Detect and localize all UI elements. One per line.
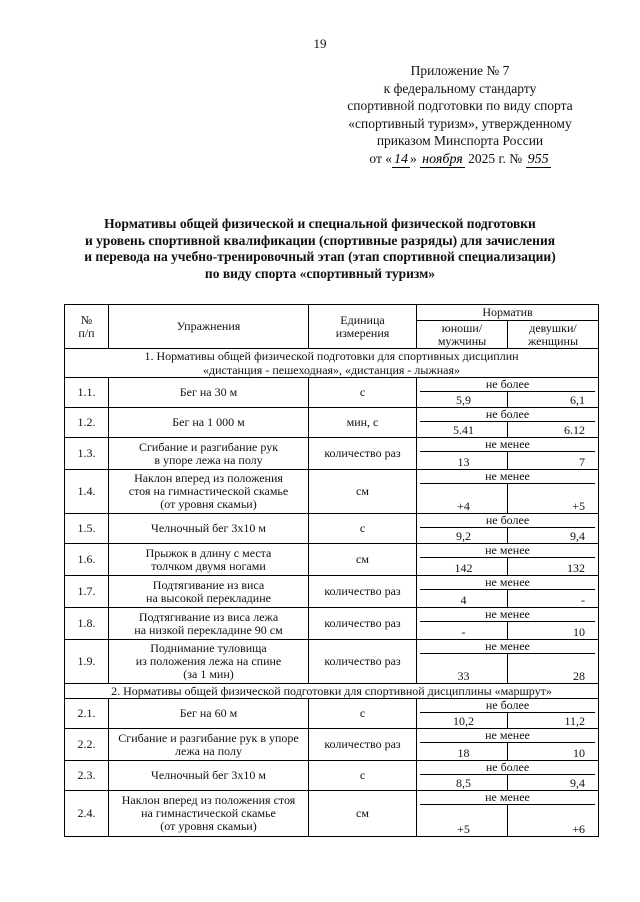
section-row bbox=[65, 349, 599, 378]
norm-cell bbox=[417, 640, 599, 684]
norm-cell bbox=[417, 576, 599, 608]
norm-female: 11,2 bbox=[508, 713, 596, 729]
document-title bbox=[0, 216, 640, 282]
row-number: 1.6. bbox=[65, 544, 109, 576]
exercise-name: Наклон вперед из положения стоя на гимнастической скамье (от уровня скамьи) bbox=[109, 470, 309, 514]
row-number: 1.8. bbox=[65, 608, 109, 640]
norm-cell bbox=[417, 544, 599, 576]
exercise-name: Сгибание и разгибание рук в упоре лежа на полу bbox=[109, 438, 309, 470]
unit: количество раз bbox=[309, 576, 417, 608]
date-month: ноября bbox=[422, 151, 463, 167]
norm-condition: не менее bbox=[485, 575, 530, 589]
row-number: 1.9. bbox=[65, 640, 109, 684]
order-number: 955 bbox=[527, 151, 549, 167]
unit: с bbox=[309, 761, 417, 791]
title-line-1: Нормативы общей физической и специальной физической подготовки bbox=[104, 216, 536, 231]
exercise-name: Бег на 60 м bbox=[109, 699, 309, 729]
header-norm: Норматив bbox=[417, 305, 599, 321]
norm-female: 9,4 bbox=[508, 528, 596, 544]
table-row bbox=[65, 576, 599, 608]
exercise-name: Бег на 1 000 м bbox=[109, 408, 309, 438]
row-number: 1.2. bbox=[65, 408, 109, 438]
norms-table bbox=[64, 304, 599, 837]
table-row bbox=[65, 640, 599, 684]
date-day: 14 bbox=[394, 151, 409, 167]
norm-cell bbox=[417, 791, 599, 837]
table-row bbox=[65, 544, 599, 576]
appendix-line-3: спортивной подготовки по виду спорта bbox=[347, 98, 573, 113]
header-unit: Единица измерения bbox=[309, 305, 417, 349]
title-line-2: и уровень спортивной квалификации (спортивные разряды) для зачисления bbox=[84, 232, 556, 248]
section-title: 2. Нормативы общей физической подготовки для спортивной дисциплины «маршрут» bbox=[65, 684, 599, 699]
unit: количество раз bbox=[309, 608, 417, 640]
norm-male: 8,5 bbox=[420, 775, 508, 791]
table-row bbox=[65, 791, 599, 837]
norm-condition: не менее bbox=[485, 469, 530, 483]
table-body bbox=[65, 349, 599, 837]
exercise-name: Челночный бег 3x10 м bbox=[109, 761, 309, 791]
table-row bbox=[65, 470, 599, 514]
table-row bbox=[65, 408, 599, 438]
norm-male: +4 bbox=[420, 484, 508, 514]
appendix-header bbox=[310, 62, 610, 168]
norm-male: - bbox=[420, 622, 508, 640]
norm-condition: не менее bbox=[485, 790, 530, 804]
exercise-name: Поднимание туловища из положения лежа на спине (за 1 мин) bbox=[109, 640, 309, 684]
appendix-line-5: приказом Минспорта России bbox=[376, 133, 544, 148]
header-female: девушки/ женщины bbox=[508, 321, 599, 349]
norm-cell bbox=[417, 514, 599, 544]
norm-condition: не менее bbox=[485, 437, 530, 451]
table-row bbox=[65, 514, 599, 544]
norm-condition: не менее bbox=[485, 543, 530, 557]
norm-condition: не менее bbox=[485, 639, 530, 653]
norm-male: 33 bbox=[420, 654, 508, 684]
norm-female: +5 bbox=[508, 484, 596, 514]
exercise-name: Сгибание и разгибание рук в упоре лежа на полу bbox=[109, 729, 309, 761]
norm-female: 10 bbox=[508, 622, 596, 640]
norm-male: 9,2 bbox=[420, 528, 508, 544]
appendix-line-2: к федеральному стандарту bbox=[383, 80, 537, 96]
norm-female: 7 bbox=[508, 452, 596, 470]
section-title: 1. Нормативы общей физической подготовки для спортивных дисциплин «дистанция - пешеходная», «дистанция - лыжная» bbox=[65, 349, 599, 378]
norm-female: 6,1 bbox=[508, 392, 596, 408]
norm-cell bbox=[417, 470, 599, 514]
table-row bbox=[65, 378, 599, 408]
norm-female: 10 bbox=[508, 743, 596, 761]
unit: мин, с bbox=[309, 408, 417, 438]
header-male: юноши/ мужчины bbox=[417, 321, 508, 349]
norm-cell bbox=[417, 438, 599, 470]
norm-condition: не более bbox=[485, 407, 530, 421]
date-mid: » bbox=[410, 150, 417, 166]
row-number: 2.2. bbox=[65, 729, 109, 761]
norm-male: 142 bbox=[420, 558, 508, 576]
norm-cell bbox=[417, 608, 599, 640]
unit: количество раз bbox=[309, 640, 417, 684]
row-number: 1.3. bbox=[65, 438, 109, 470]
exercise-name: Бег на 30 м bbox=[109, 378, 309, 408]
row-number: 2.3. bbox=[65, 761, 109, 791]
row-number: 2.4. bbox=[65, 791, 109, 837]
page-number: 19 bbox=[313, 36, 327, 51]
norm-male: 18 bbox=[420, 743, 508, 761]
norm-cell bbox=[417, 761, 599, 791]
unit: количество раз bbox=[309, 729, 417, 761]
appendix-date-line bbox=[310, 150, 610, 168]
norm-cell bbox=[417, 408, 599, 438]
table-row bbox=[65, 608, 599, 640]
norm-condition: не менее bbox=[485, 728, 530, 742]
table-row bbox=[65, 699, 599, 729]
norm-female: 6.12 bbox=[508, 422, 596, 438]
unit: см bbox=[309, 544, 417, 576]
date-prefix: от « bbox=[369, 150, 393, 166]
row-number: 1.1. bbox=[65, 378, 109, 408]
row-number: 1.4. bbox=[65, 470, 109, 514]
exercise-name: Челночный бег 3x10 м bbox=[109, 514, 309, 544]
section-row bbox=[65, 684, 599, 699]
unit: см bbox=[309, 470, 417, 514]
norm-female: 9,4 bbox=[508, 775, 596, 791]
row-number: 1.7. bbox=[65, 576, 109, 608]
unit: с bbox=[309, 699, 417, 729]
norm-female: - bbox=[508, 590, 596, 608]
unit: с bbox=[309, 378, 417, 408]
norm-condition: не менее bbox=[485, 607, 530, 621]
norm-male: +5 bbox=[420, 805, 508, 837]
norm-male: 5.41 bbox=[420, 422, 508, 438]
unit: см bbox=[309, 791, 417, 837]
unit: количество раз bbox=[309, 438, 417, 470]
exercise-name: Прыжок в длину с места толчком двумя ногами bbox=[109, 544, 309, 576]
norm-female: +6 bbox=[508, 805, 596, 837]
table-row bbox=[65, 761, 599, 791]
title-line-4: по виду спорта «спортивный туризм» bbox=[204, 265, 436, 281]
header-exercise: Упражнения bbox=[109, 305, 309, 349]
exercise-name: Наклон вперед из положения стоя на гимнастической скамье (от уровня скамьи) bbox=[109, 791, 309, 837]
title-line-3: и перевода на учебно-тренировочный этап (этап спортивной специализации) bbox=[84, 249, 556, 264]
norm-condition: не более bbox=[485, 698, 530, 712]
appendix-line-1: Приложение № 7 bbox=[410, 63, 510, 78]
table-row bbox=[65, 438, 599, 470]
norm-condition: не более bbox=[485, 760, 530, 774]
norm-male: 13 bbox=[420, 452, 508, 470]
table-row bbox=[65, 729, 599, 761]
norm-condition: не более bbox=[485, 377, 530, 391]
norm-cell bbox=[417, 378, 599, 408]
norm-female: 28 bbox=[508, 654, 596, 684]
date-year: 2025 г. № bbox=[468, 150, 523, 166]
appendix-line-4: «спортивный туризм», утвержденному bbox=[348, 115, 572, 131]
norm-cell bbox=[417, 699, 599, 729]
norm-male: 10,2 bbox=[420, 713, 508, 729]
norm-male: 4 bbox=[420, 590, 508, 608]
norm-male: 5,9 bbox=[420, 392, 508, 408]
header-num: № п/п bbox=[65, 305, 109, 349]
norm-cell bbox=[417, 729, 599, 761]
exercise-name: Подтягивание из виса на высокой перекладине bbox=[109, 576, 309, 608]
row-number: 2.1. bbox=[65, 699, 109, 729]
norm-condition: не более bbox=[485, 513, 530, 527]
exercise-name: Подтягивание из виса лежа на низкой перекладине 90 см bbox=[109, 608, 309, 640]
row-number: 1.5. bbox=[65, 514, 109, 544]
norm-female: 132 bbox=[508, 558, 596, 576]
unit: с bbox=[309, 514, 417, 544]
